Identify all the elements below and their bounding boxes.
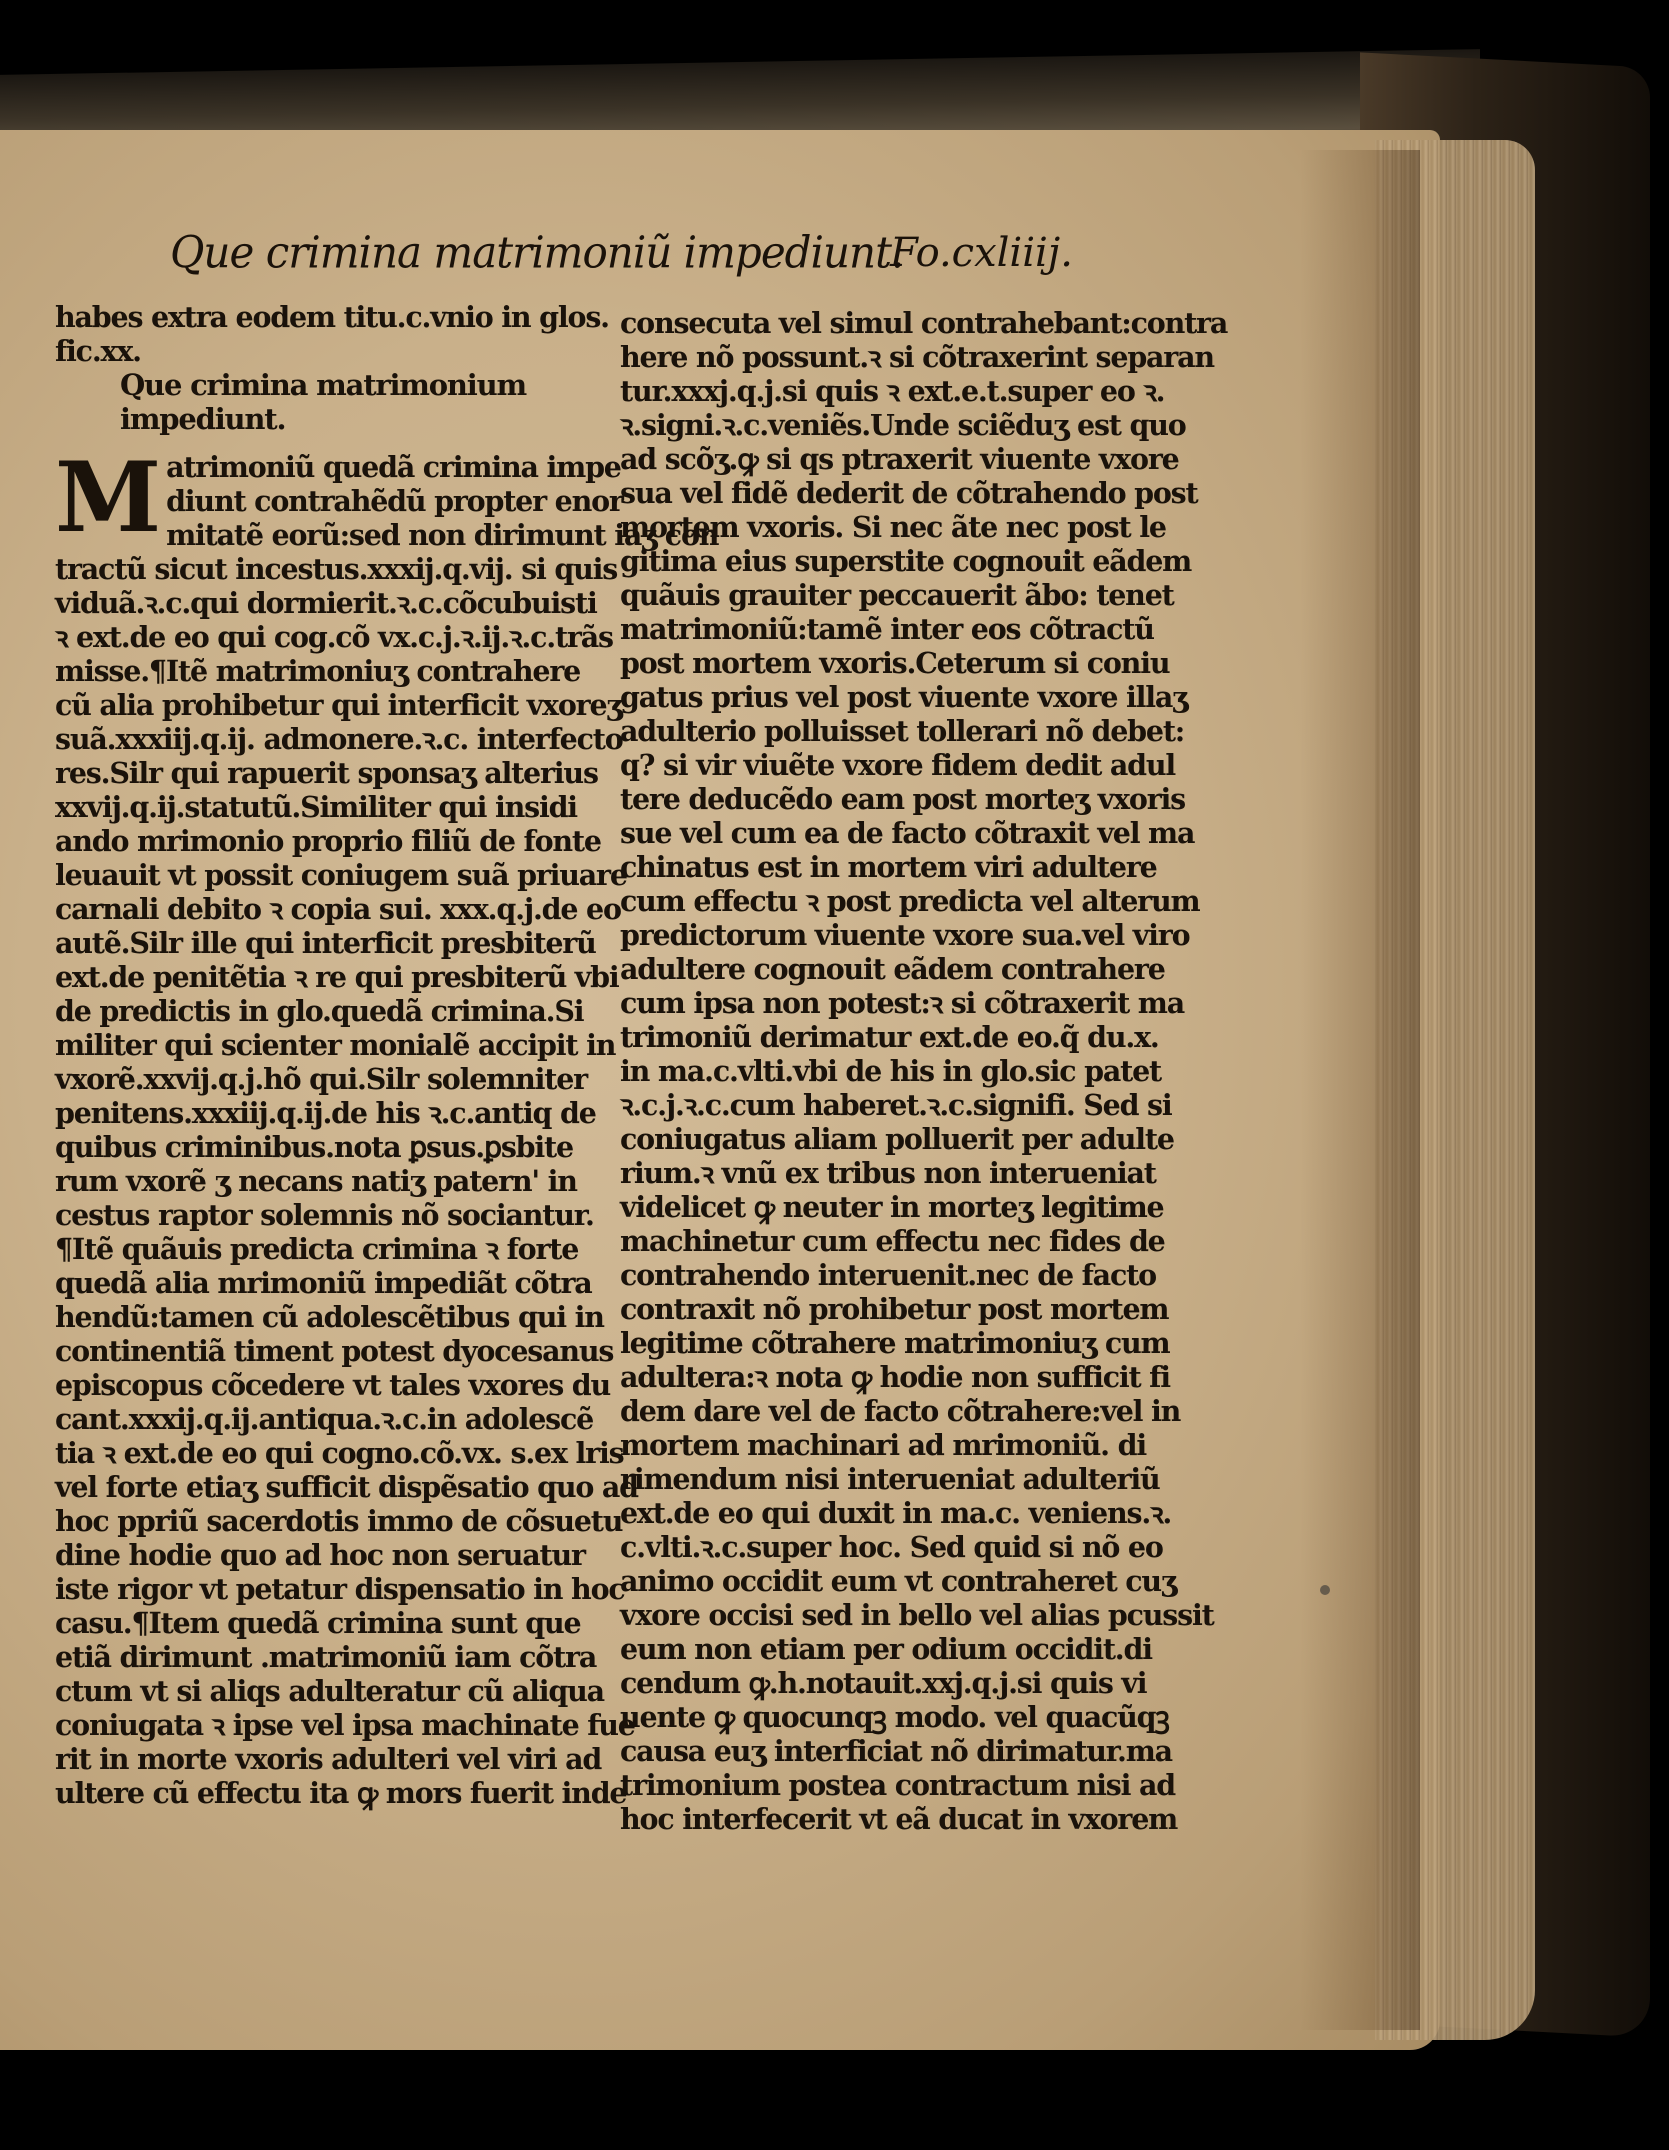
text-line: res.Silr qui rapuerit sponsaʒ alterius — [55, 756, 598, 790]
text-line: leuauit vt possit coniugem suã priuare — [55, 858, 627, 892]
text-line: penitens.xxxiij.q.ij.de his ꝛ.c.antiq de — [55, 1096, 596, 1130]
text-line: consecuta vel simul contrahebant:contra — [620, 306, 1228, 340]
text-line: machinetur cum effectu nec fides de — [620, 1224, 1165, 1258]
text-line: videlicet ꝙ neuter in morteʒ legitime — [620, 1190, 1164, 1224]
text-line: c.vlti.ꝛ.c.super hoc. Sed quid si nõ eo — [620, 1530, 1163, 1564]
text-line: rit in morte vxoris adulteri vel viri ad — [55, 1742, 602, 1776]
text-line: misse.¶Itẽ matrimoniuʒ contrahere — [55, 654, 581, 688]
text-line: vxorẽ.xxvij.q.j.hõ qui.Silr solemniter — [55, 1062, 587, 1096]
text-line: cant.xxxij.q.ij.antiqua.ꝛ.c.in adolescẽ — [55, 1402, 594, 1436]
text-line: legitime cõtrahere matrimoniuʒ cum — [620, 1326, 1170, 1360]
right-body-text — [620, 306, 1228, 1836]
text-line: continentiã timent potest dyocesanus — [55, 1334, 614, 1368]
page-gutter-shadow — [1300, 150, 1420, 2030]
text-line: trimonium postea contractum nisi ad — [620, 1768, 1175, 1802]
text-line: ando mrimonio proprio filiũ de fonte — [55, 824, 601, 858]
text-line: ext.de eo qui duxit in ma.c. veniens.ꝛ. — [620, 1496, 1172, 1530]
text-line: adultera:ꝛ nota ꝙ hodie non sufficit fi — [620, 1360, 1170, 1394]
drop-initial: M — [55, 441, 161, 554]
text-line: ꝛ.c.j.ꝛ.c.cum haberet.ꝛ.c.signifi. Sed si — [620, 1088, 1172, 1122]
text-line: episcopus cõcedere vt tales vxores du — [55, 1368, 611, 1402]
text-line: sue vel cum ea de facto cõtraxit vel ma — [620, 816, 1195, 850]
text-line: rimendum nisi interueniat adulteriũ — [620, 1462, 1160, 1496]
text-line: quedã alia mrimoniũ impediãt cõtra — [55, 1266, 592, 1300]
folio-number: Fo.cxliiij. — [890, 230, 1073, 276]
text-line: vxore occisi sed in bello vel alias pcussit — [620, 1598, 1214, 1632]
text-line: dem dare vel de facto cõtrahere:vel in — [620, 1394, 1181, 1428]
text-line: gitima eius superstite cognouit eãdem — [620, 544, 1192, 578]
text-line: ext.de penitẽtia ꝛ re qui presbiterũ vbi — [55, 960, 619, 994]
text-line: rum vxorẽ ʒ necans natiʒ patern' in — [55, 1164, 577, 1198]
text-line: chinatus est in mortem viri adultere — [620, 850, 1157, 884]
text-line: mortem machinari ad mrimoniũ. di — [620, 1428, 1146, 1462]
text-line: autẽ.Silr ille qui interficit presbiterũ — [55, 926, 596, 960]
text-line: cũ alia prohibetur qui interficit vxoreʒ — [55, 688, 622, 722]
text-line: in ma.c.vlti.vbi de his in glo.sic patet — [620, 1054, 1161, 1088]
text-line: mortem vxoris. Si nec ãte nec post le — [620, 510, 1166, 544]
section-heading: Que crimina matrimonium — [120, 368, 526, 402]
text-line: ad scõʒ.ꝙ si qs ptraxerit viuente vxore — [620, 442, 1179, 476]
running-title: Que crimina matrimoniũ impediunt. — [170, 226, 904, 279]
text-line: iste rigor vt petatur dispensatio in hoc — [55, 1572, 625, 1606]
text-line: ꝛ ext.de eo qui cog.cõ vx.c.j.ꝛ.ij.ꝛ.c.trãs — [55, 620, 613, 654]
text-line: adultere cognouit eãdem contrahere — [620, 952, 1165, 986]
text-line: cestus raptor solemnis nõ sociantur. — [55, 1198, 594, 1232]
text-line: cendum ꝙ.h.notauit.xxj.q.j.si quis vi — [620, 1666, 1147, 1700]
text-line: hoc ppriũ sacerdotis immo de cõsuetu — [55, 1504, 623, 1538]
text-line: adulterio polluisset tollerari nõ debet: — [620, 714, 1185, 748]
text-line: predictorum viuente vxore sua.vel viro — [620, 918, 1190, 952]
text-line: rium.ꝛ vnũ ex tribus non interueniat — [620, 1156, 1156, 1190]
text-line: ctum vt si aliqs adulteratur cũ aliqua — [55, 1674, 604, 1708]
text-line: diunt contrahẽdũ propter enor — [166, 484, 623, 518]
text-line: q? si vir viuẽte vxore fidem dedit adul — [620, 748, 1176, 782]
left-body-text — [55, 441, 719, 1810]
text-line: contrahendo interuenit.nec de facto — [620, 1258, 1156, 1292]
text-line: hendũ:tamen cũ adolescẽtibus qui in — [55, 1300, 604, 1334]
text-line: sua vel fidẽ dederit de cõtrahendo post — [620, 476, 1198, 510]
text-line: ¶Itẽ quãuis predicta crimina ꝛ forte — [55, 1232, 579, 1266]
text-line: casu.¶Item quedã crimina sunt que — [55, 1606, 581, 1640]
text-line: carnali debito ꝛ copia sui. xxx.q.j.de eo — [55, 892, 621, 926]
text-line: trimoniũ derimatur ext.de eo.q̃ du.x. — [620, 1020, 1159, 1054]
text-line: mitatẽ eorũ:sed non dirimunt iaʒ con — [166, 518, 719, 552]
text-line: animo occidit eum vt contraheret cuʒ — [620, 1564, 1176, 1598]
text-line: quibus criminibus.nota ꝑsus.ꝑsbite — [55, 1130, 573, 1164]
text-line: habes extra eodem titu.c.vnio in glos. — [55, 300, 609, 334]
text-line: gatus prius vel post viuente vxore illaʒ — [620, 680, 1188, 714]
left-column — [55, 300, 719, 1810]
text-line: militer qui scienter monialẽ accipit in — [55, 1028, 616, 1062]
text-line: cum effectu ꝛ post predicta vel alterum — [620, 884, 1200, 918]
text-line: tia ꝛ ext.de eo qui cogno.cõ.vx. s.ex lris — [55, 1436, 624, 1470]
text-line: ultere cũ effectu ita ꝙ mors fuerit inde — [55, 1776, 627, 1810]
text-line: tractũ sicut incestus.xxxij.q.vij. si quis — [55, 552, 618, 586]
section-heading: impediunt. — [120, 402, 286, 436]
text-line: vel forte etiaʒ sufficit dispẽsatio quo ad — [55, 1470, 638, 1504]
text-line: tur.xxxj.q.j.si quis ꝛ ext.e.t.super eo ꝛ. — [620, 374, 1165, 408]
text-line: ꝛ.signi.ꝛ.c.veniẽs.Unde sciẽduʒ est quo — [620, 408, 1186, 442]
right-column — [620, 306, 1228, 1836]
text-line: dine hodie quo ad hoc non seruatur — [55, 1538, 585, 1572]
text-line: quãuis grauiter peccauerit ãbo: tenet — [620, 578, 1174, 612]
text-line: contraxit nõ prohibetur post mortem — [620, 1292, 1169, 1326]
text-line: tere deducẽdo eam post morteʒ vxoris — [620, 782, 1185, 816]
text-line: coniugata ꝛ ipse vel ipsa machinate fue — [55, 1708, 635, 1742]
text-line: post mortem vxoris.Ceterum si coniu — [620, 646, 1170, 680]
text-line: de predictis in glo.quedã crimina.Si — [55, 994, 584, 1028]
text-line: eum non etiam per odium occidit.di — [620, 1632, 1152, 1666]
text-line: viduã.ꝛ.c.qui dormierit.ꝛ.c.cõcubuisti — [55, 586, 597, 620]
text-line: atrimoniũ quedã crimina impe — [166, 450, 621, 484]
text-line: etiã dirimunt .matrimoniũ iam cõtra — [55, 1640, 597, 1674]
text-line: uente ꝙ quocunqꝫ modo. vel quacũqꝫ — [620, 1700, 1169, 1734]
text-line: matrimoniũ:tamẽ inter eos cõtractũ — [620, 612, 1154, 646]
text-line: coniugatus aliam polluerit per adulte — [620, 1122, 1174, 1156]
text-line: fic.xx. — [55, 334, 141, 368]
text-line: here nõ possunt.ꝛ si cõtraxerint separan — [620, 340, 1214, 374]
text-line: hoc interfecerit vt eã ducat in vxorem — [620, 1802, 1178, 1836]
ink-spot — [1320, 1585, 1330, 1595]
text-line: causa euʒ interficiat nõ dirimatur.ma — [620, 1734, 1172, 1768]
text-line: xxvij.q.ij.statutũ.Similiter qui insidi — [55, 790, 577, 824]
text-line: suã.xxxiij.q.ij. admonere.ꝛ.c. interfecto — [55, 722, 623, 756]
running-header — [170, 228, 1130, 298]
text-line: cum ipsa non potest:ꝛ si cõtraxerit ma — [620, 986, 1184, 1020]
